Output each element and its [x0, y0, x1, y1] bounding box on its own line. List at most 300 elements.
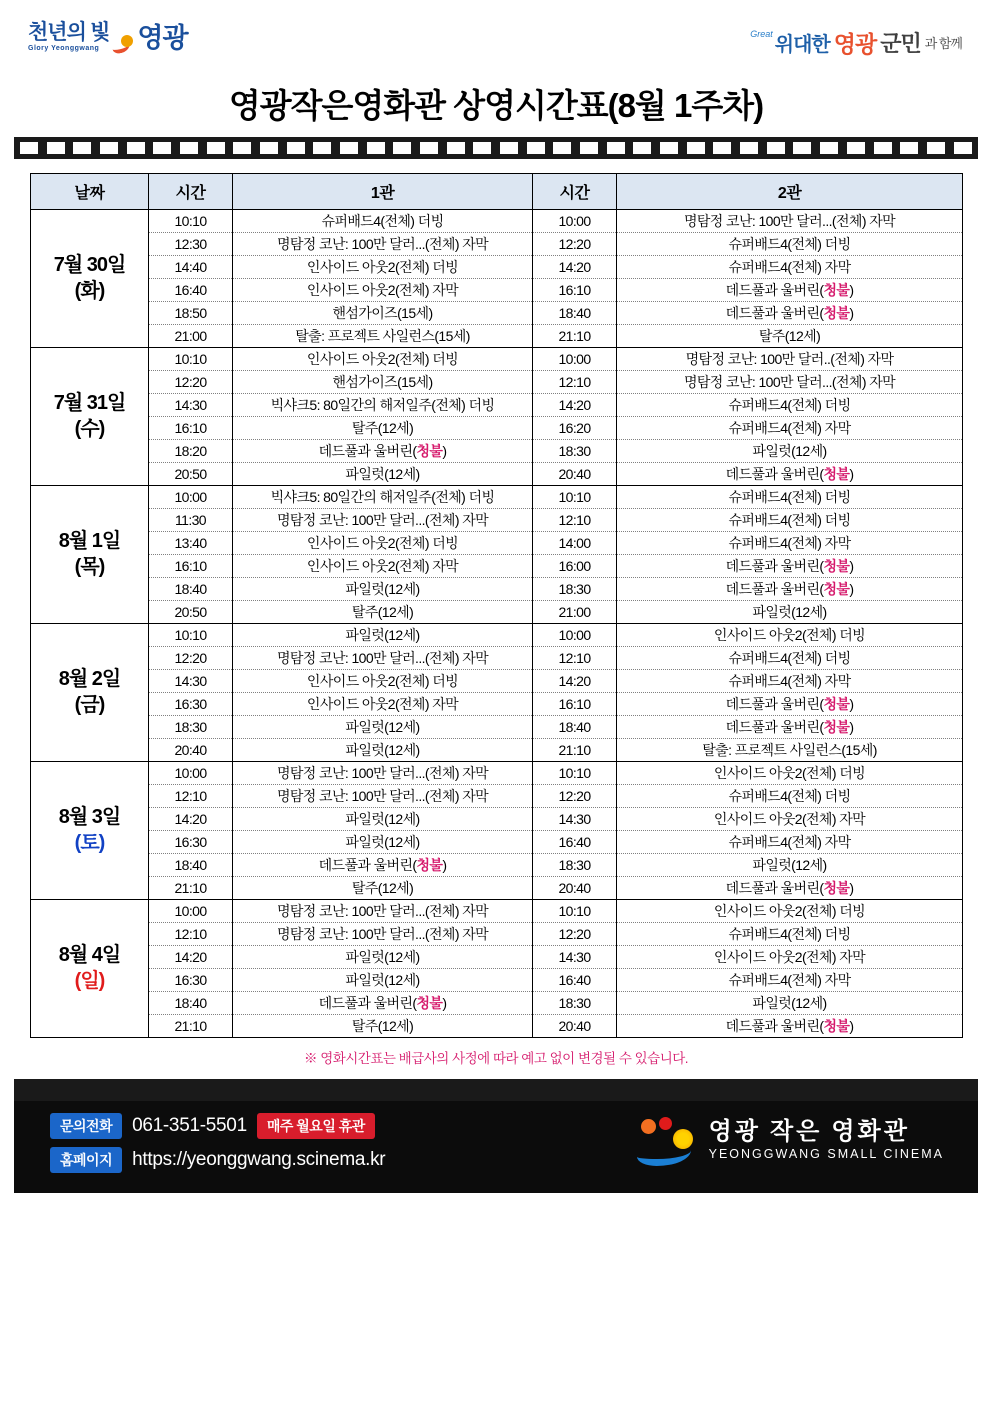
movie-title: 명탐정 코난: 100만 달러...(전체) 자막 — [276, 765, 489, 781]
table-row — [31, 601, 963, 624]
movie-title: 파일럿(12세) — [752, 857, 827, 873]
movie-title: 명탐정 코난: 100만 달러...(전체) 자막 — [276, 903, 489, 919]
movie-hall1 — [233, 440, 533, 463]
rating-suffix: ) — [849, 282, 854, 298]
rating-suffix: ) — [849, 305, 854, 321]
movie-title: 슈퍼배드4(전체) 더빙 — [321, 213, 444, 229]
table-row — [31, 854, 963, 877]
movie-hall1 — [233, 256, 533, 279]
col-header-hall-1: 1관 — [233, 174, 533, 210]
movie-title: 인사이드 아웃2(전체) 더빙 — [713, 903, 866, 919]
movie-hall1 — [233, 509, 533, 532]
movie-title: 인사이드 아웃2(전체) 자막 — [713, 949, 866, 965]
movie-hall2 — [617, 486, 963, 509]
table-row — [31, 762, 963, 785]
movie-hall1 — [233, 969, 533, 992]
table-row — [31, 946, 963, 969]
movie-title: 핸섬가이즈(15세) — [332, 305, 433, 321]
great-yeonggwang-slogan — [750, 26, 962, 59]
film-strip-bottom — [14, 1079, 978, 1101]
date-cell — [31, 624, 149, 762]
movie-title: 슈퍼배드4(전체) 더빙 — [728, 512, 851, 528]
movie-title: 명탐정 코난: 100만 달러...(전체) 자막 — [276, 926, 489, 942]
movie-title: 데드풀과 울버린( — [318, 995, 417, 1011]
rating-suffix: ) — [849, 558, 854, 574]
showtime-hall2: 14:20 — [533, 670, 617, 693]
showtime-hall2: 20:40 — [533, 877, 617, 900]
movie-title: 슈퍼배드4(전체) 자막 — [728, 535, 851, 551]
showtime-hall2: 18:40 — [533, 302, 617, 325]
phone-label: 문의전화 — [50, 1113, 122, 1139]
showtime-hall1: 11:30 — [149, 509, 233, 532]
showtime-hall1: 21:10 — [149, 1015, 233, 1038]
swoosh-icon — [112, 35, 134, 52]
rating-badge: 청불 — [823, 466, 850, 482]
movie-hall1 — [233, 624, 533, 647]
day-of-week-text: (일) — [74, 969, 105, 992]
day-group — [31, 348, 963, 486]
date-text: 8월 4일 — [58, 943, 121, 966]
movie-title: 인사이드 아웃2(전체) 더빙 — [713, 765, 866, 781]
movie-hall1 — [233, 417, 533, 440]
showtime-hall1: 20:50 — [149, 463, 233, 486]
table-row — [31, 302, 963, 325]
day-of-week-text: (수) — [74, 417, 105, 440]
movie-title: 인사이드 아웃2(전체) 더빙 — [713, 627, 866, 643]
movie-title: 명탐정 코난: 100만 달러..(전체) 자막 — [685, 351, 894, 367]
movie-hall1 — [233, 1015, 533, 1038]
movie-title: 데드풀과 울버린( — [318, 443, 417, 459]
showtime-hall1: 10:00 — [149, 486, 233, 509]
day-of-week-text: (금) — [74, 693, 105, 716]
movie-hall2 — [617, 808, 963, 831]
date-text: 8월 3일 — [58, 805, 121, 828]
table-row — [31, 371, 963, 394]
day-of-week-text: (화) — [74, 279, 105, 302]
date-cell — [31, 210, 149, 348]
movie-title: 파일럿(12세) — [345, 834, 420, 850]
movie-title: 인사이드 아웃2(전체) 자막 — [306, 558, 459, 574]
showtime-hall2: 12:20 — [533, 233, 617, 256]
movie-hall1 — [233, 394, 533, 417]
rating-badge: 청불 — [416, 443, 443, 459]
rating-suffix: ) — [849, 719, 854, 735]
showtime-hall1: 18:50 — [149, 302, 233, 325]
showtime-hall2: 12:20 — [533, 785, 617, 808]
table-row — [31, 693, 963, 716]
showtime-hall2: 21:00 — [533, 601, 617, 624]
movie-title: 슈퍼배드4(전체) 자막 — [728, 420, 851, 436]
movie-title: 파일럿(12세) — [345, 627, 420, 643]
rating-badge: 청불 — [823, 719, 850, 735]
showtime-hall2: 12:10 — [533, 371, 617, 394]
movie-title: 슈퍼배드4(전체) 자막 — [728, 972, 851, 988]
movie-title: 데드풀과 울버린( — [725, 696, 824, 712]
movie-hall1 — [233, 900, 533, 923]
movie-title: 슈퍼배드4(전체) 더빙 — [728, 650, 851, 666]
showtime-hall2: 18:30 — [533, 992, 617, 1015]
movie-title: 파일럿(12세) — [752, 443, 827, 459]
showtime-hall2: 20:40 — [533, 1015, 617, 1038]
schedule-table-wrapper — [30, 173, 962, 1038]
movie-hall2 — [617, 371, 963, 394]
date-text: 8월 2일 — [58, 667, 121, 690]
showtime-hall1: 18:20 — [149, 440, 233, 463]
movie-title: 데드풀과 울버린( — [725, 282, 824, 298]
showtime-hall2: 16:20 — [533, 417, 617, 440]
showtime-hall2: 21:10 — [533, 739, 617, 762]
movie-title: 데드풀과 울버린( — [725, 558, 824, 574]
movie-title: 명탐정 코난: 100만 달러...(전체) 자막 — [683, 374, 896, 390]
cinema-name-en: YEONGGWANG SMALL CINEMA — [708, 1147, 944, 1162]
rating-badge: 청불 — [823, 282, 850, 298]
showtime-hall1: 20:40 — [149, 739, 233, 762]
showtime-hall2: 14:00 — [533, 532, 617, 555]
movie-title: 슈퍼배드4(전체) 더빙 — [728, 788, 851, 804]
movie-title: 데드풀과 울버린( — [725, 880, 824, 896]
film-strip-top — [14, 137, 978, 159]
table-row — [31, 440, 963, 463]
movie-hall2 — [617, 647, 963, 670]
showtime-hall1: 18:40 — [149, 854, 233, 877]
movie-hall2 — [617, 831, 963, 854]
movie-title: 명탐정 코난: 100만 달러...(전체) 자막 — [683, 213, 896, 229]
movie-title: 인사이드 아웃2(전체) 자막 — [306, 282, 459, 298]
col-header-time-2: 시간 — [533, 174, 617, 210]
movie-title: 인사이드 아웃2(전체) 더빙 — [306, 673, 459, 689]
glory-yeonggwang-logo — [28, 22, 188, 52]
showtime-hall1: 16:30 — [149, 969, 233, 992]
movie-hall1 — [233, 946, 533, 969]
date-cell — [31, 900, 149, 1038]
movie-title: 파일럿(12세) — [345, 466, 420, 482]
movie-hall2 — [617, 394, 963, 417]
showtime-hall2: 20:40 — [533, 463, 617, 486]
movie-hall1 — [233, 716, 533, 739]
table-row — [31, 992, 963, 1015]
table-row — [31, 670, 963, 693]
showtime-hall1: 16:10 — [149, 417, 233, 440]
movie-hall1 — [233, 670, 533, 693]
movie-title: 슈퍼배드4(전체) 더빙 — [728, 397, 851, 413]
showtime-hall2: 16:10 — [533, 693, 617, 716]
movie-hall1 — [233, 785, 533, 808]
showtime-hall1: 12:20 — [149, 371, 233, 394]
website-label: 홈페이지 — [50, 1147, 122, 1173]
movie-title: 파일럿(12세) — [752, 604, 827, 620]
movie-title: 명탐정 코난: 100만 달러...(전체) 자막 — [276, 236, 489, 252]
showtime-hall2: 21:10 — [533, 325, 617, 348]
showtime-hall1: 10:00 — [149, 900, 233, 923]
movie-title: 인사이드 아웃2(전체) 더빙 — [306, 259, 459, 275]
disclaimer-note: ※ 영화시간표는 배급사의 사정에 따라 예고 없이 변경될 수 있습니다. — [303, 1051, 689, 1066]
table-row — [31, 831, 963, 854]
date-cell — [31, 486, 149, 624]
showtime-hall1: 14:30 — [149, 394, 233, 417]
movie-hall1 — [233, 601, 533, 624]
table-head — [31, 174, 963, 210]
table-row — [31, 394, 963, 417]
movie-title: 탈주(12세) — [351, 1018, 414, 1034]
date-cell — [31, 762, 149, 900]
slogan-word-1: 위대한 — [774, 34, 830, 56]
movie-title: 인사이드 아웃2(전체) 더빙 — [306, 535, 459, 551]
showtime-hall1: 14:20 — [149, 946, 233, 969]
table-row — [31, 486, 963, 509]
day-of-week-text: (목) — [74, 555, 105, 578]
showtime-hall2: 16:10 — [533, 279, 617, 302]
movie-title: 슈퍼배드4(전체) 자막 — [728, 259, 851, 275]
showtime-hall2: 10:10 — [533, 762, 617, 785]
movie-hall2 — [617, 1015, 963, 1038]
movie-title: 탈출: 프로젝트 사일런스(15세) — [295, 328, 470, 344]
movie-hall2 — [617, 555, 963, 578]
movie-hall1 — [233, 302, 533, 325]
movie-hall2 — [617, 578, 963, 601]
showtime-hall2: 16:00 — [533, 555, 617, 578]
movie-hall1 — [233, 578, 533, 601]
movie-title: 슈퍼배드4(전체) 더빙 — [728, 926, 851, 942]
movie-title: 탈주(12세) — [351, 604, 414, 620]
movie-title: 파일럿(12세) — [345, 811, 420, 827]
rating-suffix: ) — [849, 696, 854, 712]
movie-title: 파일럿(12세) — [345, 972, 420, 988]
table-row — [31, 785, 963, 808]
showtime-hall2: 14:20 — [533, 256, 617, 279]
movie-title: 파일럿(12세) — [752, 995, 827, 1011]
movie-title: 데드풀과 울버린( — [725, 305, 824, 321]
movie-hall1 — [233, 233, 533, 256]
movie-hall1 — [233, 992, 533, 1015]
movie-title: 슈퍼배드4(전체) 더빙 — [728, 489, 851, 505]
movie-hall2 — [617, 739, 963, 762]
showtime-hall1: 12:10 — [149, 923, 233, 946]
table-row — [31, 532, 963, 555]
movie-hall2 — [617, 946, 963, 969]
movie-hall2 — [617, 348, 963, 371]
showtime-hall2: 10:00 — [533, 348, 617, 371]
movie-hall1 — [233, 532, 533, 555]
showtime-hall1: 14:20 — [149, 808, 233, 831]
showtime-hall1: 12:10 — [149, 785, 233, 808]
movie-title: 탈주(12세) — [758, 328, 821, 344]
day-group — [31, 624, 963, 762]
showtime-hall1: 16:10 — [149, 555, 233, 578]
movie-hall1 — [233, 325, 533, 348]
movie-title: 탈출: 프로젝트 사일런스(15세) — [702, 742, 877, 758]
movie-hall2 — [617, 279, 963, 302]
movie-hall2 — [617, 762, 963, 785]
movie-hall2 — [617, 532, 963, 555]
showtime-hall2: 12:20 — [533, 923, 617, 946]
table-row — [31, 256, 963, 279]
movie-hall2 — [617, 210, 963, 233]
movie-hall1 — [233, 877, 533, 900]
showtime-hall2: 18:40 — [533, 716, 617, 739]
movie-title: 데드풀과 울버린( — [318, 857, 417, 873]
rating-suffix: ) — [442, 443, 447, 459]
movie-hall2 — [617, 992, 963, 1015]
movie-hall2 — [617, 900, 963, 923]
movie-hall2 — [617, 923, 963, 946]
movie-title: 데드풀과 울버린( — [725, 466, 824, 482]
date-text: 7월 30일 — [53, 253, 126, 276]
slogan-great: Great — [750, 28, 773, 39]
movie-title: 인사이드 아웃2(전체) 자막 — [306, 696, 459, 712]
movie-hall1 — [233, 831, 533, 854]
movie-hall1 — [233, 463, 533, 486]
table-row — [31, 279, 963, 302]
table-row — [31, 578, 963, 601]
col-header-time-1: 시간 — [149, 174, 233, 210]
logo-main: 영광 — [137, 23, 188, 53]
movie-title: 빅샤크5: 80일간의 해저일주(전체) 더빙 — [270, 397, 495, 413]
table-row — [31, 716, 963, 739]
date-cell — [31, 348, 149, 486]
rating-badge: 청불 — [823, 305, 850, 321]
movie-title: 데드풀과 울버린( — [725, 719, 824, 735]
table-row — [31, 233, 963, 256]
showtime-hall1: 16:30 — [149, 831, 233, 854]
movie-hall1 — [233, 739, 533, 762]
movie-hall1 — [233, 854, 533, 877]
table-row — [31, 348, 963, 371]
movie-hall1 — [233, 808, 533, 831]
col-header-date: 날짜 — [31, 174, 149, 210]
movie-title: 파일럿(12세) — [345, 742, 420, 758]
contact-info — [50, 1113, 385, 1181]
movie-title: 탈주(12세) — [351, 880, 414, 896]
footer-contact-bar — [14, 1101, 978, 1193]
table-row — [31, 900, 963, 923]
rating-badge: 청불 — [823, 1018, 850, 1034]
table-row — [31, 325, 963, 348]
showtime-hall2: 14:30 — [533, 946, 617, 969]
movie-hall2 — [617, 716, 963, 739]
table-row — [31, 624, 963, 647]
page-header — [0, 0, 992, 78]
movie-title: 파일럿(12세) — [345, 719, 420, 735]
day-group — [31, 210, 963, 348]
movie-title: 데드풀과 울버린( — [725, 581, 824, 597]
showtime-hall1: 10:10 — [149, 210, 233, 233]
movie-hall2 — [617, 624, 963, 647]
showtime-hall2: 10:00 — [533, 210, 617, 233]
showtime-hall1: 20:50 — [149, 601, 233, 624]
movie-title: 슈퍼배드4(전체) 자막 — [728, 834, 851, 850]
rating-badge: 청불 — [416, 857, 443, 873]
movie-hall2 — [617, 969, 963, 992]
showtime-hall2: 18:30 — [533, 578, 617, 601]
movie-title: 슈퍼배드4(전체) 더빙 — [728, 236, 851, 252]
showtime-hall2: 10:10 — [533, 900, 617, 923]
film-perforations — [14, 142, 978, 154]
table-row — [31, 555, 963, 578]
table-row — [31, 923, 963, 946]
showtime-hall1: 16:30 — [149, 693, 233, 716]
day-group — [31, 900, 963, 1038]
rating-badge: 청불 — [823, 696, 850, 712]
movie-hall2 — [617, 785, 963, 808]
website-url[interactable]: https://yeonggwang.scinema.kr — [132, 1149, 386, 1170]
movie-hall2 — [617, 417, 963, 440]
movie-title: 명탐정 코난: 100만 달러...(전체) 자막 — [276, 788, 489, 804]
rating-badge: 청불 — [823, 880, 850, 896]
day-group — [31, 486, 963, 624]
showtime-hall2: 12:10 — [533, 509, 617, 532]
movie-hall1 — [233, 210, 533, 233]
movie-title: 파일럿(12세) — [345, 949, 420, 965]
showtime-hall1: 12:30 — [149, 233, 233, 256]
table-row — [31, 969, 963, 992]
table-row — [31, 417, 963, 440]
movie-title: 빅샤크5: 80일간의 해저일주(전체) 더빙 — [270, 489, 495, 505]
table-row — [31, 1015, 963, 1038]
showtime-hall2: 16:40 — [533, 831, 617, 854]
movie-title: 명탐정 코난: 100만 달러...(전체) 자막 — [276, 512, 489, 528]
movie-title: 인사이드 아웃2(전체) 자막 — [713, 811, 866, 827]
table-row — [31, 210, 963, 233]
movie-hall2 — [617, 302, 963, 325]
movie-hall2 — [617, 256, 963, 279]
showtime-hall1: 12:20 — [149, 647, 233, 670]
table-row — [31, 463, 963, 486]
movie-hall2 — [617, 854, 963, 877]
movie-hall2 — [617, 325, 963, 348]
header-row — [31, 174, 963, 210]
showtime-hall2: 14:20 — [533, 394, 617, 417]
movie-hall1 — [233, 693, 533, 716]
movie-title: 데드풀과 울버린( — [725, 1018, 824, 1034]
showtime-hall1: 13:40 — [149, 532, 233, 555]
movie-hall1 — [233, 486, 533, 509]
showtime-hall1: 21:10 — [149, 877, 233, 900]
table-row — [31, 808, 963, 831]
showtime-hall1: 10:10 — [149, 624, 233, 647]
slogan-word-2: 영광 — [833, 31, 877, 57]
movie-hall1 — [233, 762, 533, 785]
slogan-word-4: 과 함께 — [924, 36, 962, 51]
rating-badge: 청불 — [416, 995, 443, 1011]
movie-hall2 — [617, 693, 963, 716]
page-title: 영광작은영화관 상영시간표(8월 1주차) — [228, 87, 764, 124]
movie-hall1 — [233, 647, 533, 670]
movie-title: 인사이드 아웃2(전체) 더빙 — [306, 351, 459, 367]
rating-badge: 청불 — [823, 581, 850, 597]
movie-hall1 — [233, 555, 533, 578]
movie-title: 명탐정 코난: 100만 달러...(전체) 자막 — [276, 650, 489, 666]
phone-value: 061-351-5501 — [132, 1115, 247, 1136]
movie-hall2 — [617, 670, 963, 693]
table-row — [31, 509, 963, 532]
movie-hall1 — [233, 923, 533, 946]
showtime-hall1: 14:40 — [149, 256, 233, 279]
movie-hall2 — [617, 233, 963, 256]
cinema-brand-text — [709, 1119, 944, 1161]
movie-hall2 — [617, 440, 963, 463]
movie-title: 핸섬가이즈(15세) — [332, 374, 433, 390]
table-row — [31, 647, 963, 670]
cinema-mark-icon — [635, 1117, 697, 1163]
showtime-hall1: 18:30 — [149, 716, 233, 739]
day-group — [31, 762, 963, 900]
showtime-hall1: 14:30 — [149, 670, 233, 693]
showtime-hall2: 18:30 — [533, 854, 617, 877]
rating-suffix: ) — [849, 581, 854, 597]
cinema-name-kr: 영광 작은 영화관 — [708, 1118, 910, 1145]
slogan-word-3: 군민 — [880, 31, 921, 56]
rating-suffix: ) — [442, 857, 447, 873]
